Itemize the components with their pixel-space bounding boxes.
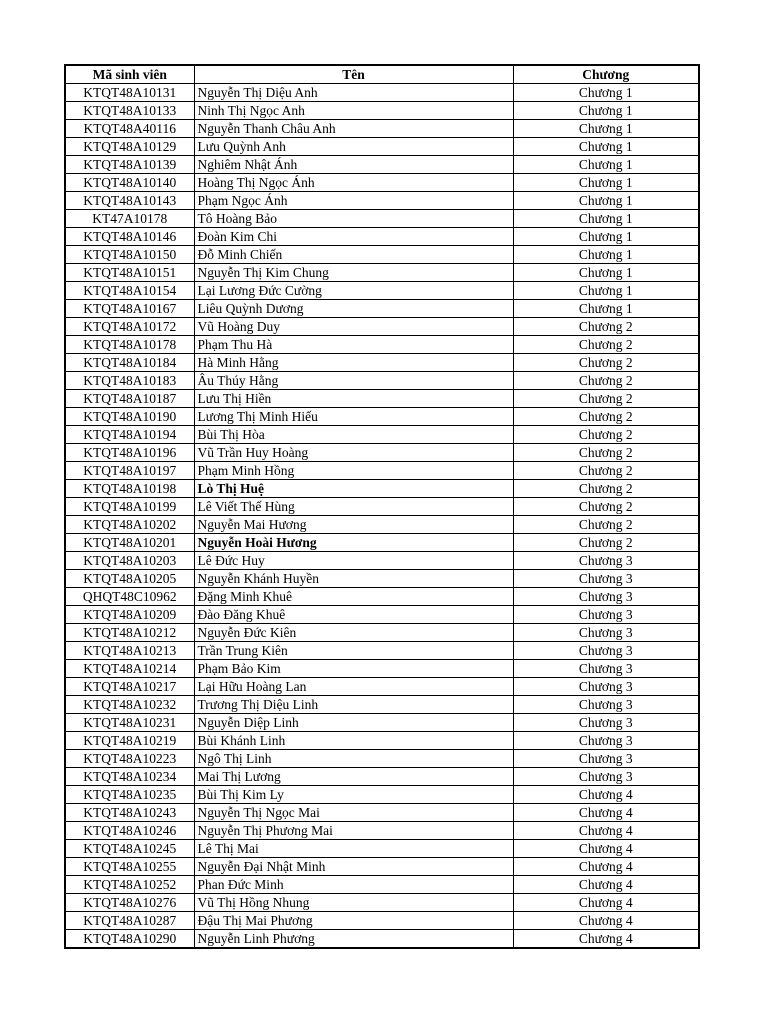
student-id-cell: KTQT48A10217 [65,678,194,696]
student-name-cell: Tô Hoàng Bảo [194,210,513,228]
student-id-cell: KTQT48A10198 [65,480,194,498]
student-id-cell: KTQT48A10150 [65,246,194,264]
table-row [65,444,699,462]
table-row [65,606,699,624]
chapter-cell: Chương 1 [513,228,699,246]
student-name-cell: Nguyễn Đại Nhật Minh [194,858,513,876]
student-id-cell: KTQT48A10151 [65,264,194,282]
table-row [65,588,699,606]
student-id-cell: KTQT48A10131 [65,84,194,102]
student-name-cell: Ninh Thị Ngọc Anh [194,102,513,120]
student-name-cell: Nguyễn Mai Hương [194,516,513,534]
chapter-cell: Chương 2 [513,390,699,408]
student-id-cell: KTQT48A10205 [65,570,194,588]
table-row [65,84,699,102]
table-row [65,336,699,354]
student-name-cell: Lưu Thị Hiền [194,390,513,408]
table-row [65,102,699,120]
chapter-cell: Chương 2 [513,336,699,354]
table-row [65,174,699,192]
student-name-cell: Phan Đức Minh [194,876,513,894]
student-name-cell: Vũ Trần Huy Hoàng [194,444,513,462]
student-name-cell: Vũ Hoàng Duy [194,318,513,336]
student-id-cell: KTQT48A10143 [65,192,194,210]
student-name-cell: Hà Minh Hằng [194,354,513,372]
student-id-cell: KTQT48A10202 [65,516,194,534]
student-id-cell: KTQT48A10290 [65,930,194,949]
table-row [65,786,699,804]
student-name-cell: Đào Đăng Khuê [194,606,513,624]
table-row [65,552,699,570]
table-row [65,246,699,264]
chapter-cell: Chương 3 [513,642,699,660]
student-name-cell: Bùi Thị Hòa [194,426,513,444]
table-row [65,678,699,696]
student-name-cell: Nguyễn Thị Diệu Anh [194,84,513,102]
chapter-cell: Chương 1 [513,156,699,174]
table-row [65,876,699,894]
chapter-cell: Chương 3 [513,678,699,696]
student-id-cell: QHQT48C10962 [65,588,194,606]
student-id-cell: KTQT48A10184 [65,354,194,372]
student-name-cell: Hoàng Thị Ngọc Ánh [194,174,513,192]
table-row [65,894,699,912]
table-row [65,264,699,282]
student-name-cell: Ngô Thị Linh [194,750,513,768]
table-row [65,570,699,588]
chapter-cell: Chương 4 [513,840,699,858]
chapter-cell: Chương 1 [513,282,699,300]
table-row [65,372,699,390]
chapter-cell: Chương 3 [513,768,699,786]
table-row [65,714,699,732]
chapter-cell: Chương 1 [513,102,699,120]
table-row [65,156,699,174]
student-id-cell: KTQT48A10133 [65,102,194,120]
student-id-cell: KTQT48A10199 [65,498,194,516]
student-id-cell: KTQT48A10197 [65,462,194,480]
student-name-cell: Phạm Thu Hà [194,336,513,354]
chapter-cell: Chương 3 [513,606,699,624]
student-id-cell: KTQT48A10190 [65,408,194,426]
table-row [65,750,699,768]
chapter-cell: Chương 3 [513,660,699,678]
table-row [65,300,699,318]
header-chapter: Chương [513,65,699,84]
student-id-cell: KTQT48A10287 [65,912,194,930]
chapter-cell: Chương 2 [513,444,699,462]
header-row [65,65,699,84]
chapter-cell: Chương 3 [513,750,699,768]
chapter-cell: Chương 1 [513,192,699,210]
student-id-cell: KTQT48A10129 [65,138,194,156]
student-id-cell: KTQT48A10235 [65,786,194,804]
student-id-cell: KTQT48A10223 [65,750,194,768]
chapter-cell: Chương 1 [513,264,699,282]
student-id-cell: KTQT48A10243 [65,804,194,822]
chapter-cell: Chương 2 [513,498,699,516]
student-id-cell: KTQT48A10167 [65,300,194,318]
chapter-cell: Chương 3 [513,588,699,606]
student-id-cell: KTQT48A10201 [65,534,194,552]
table-row [65,732,699,750]
header-name: Tên [194,65,513,84]
table-row [65,354,699,372]
student-name-cell: Vũ Thị Hồng Nhung [194,894,513,912]
student-name-cell: Lại Hữu Hoàng Lan [194,678,513,696]
student-id-cell: KTQT48A10212 [65,624,194,642]
student-id-cell: KTQT48A10214 [65,660,194,678]
chapter-cell: Chương 4 [513,912,699,930]
table-body [65,84,699,949]
student-name-cell: Trần Trung Kiên [194,642,513,660]
student-id-cell: KTQT48A10219 [65,732,194,750]
table-row [65,642,699,660]
table-row [65,930,699,949]
student-id-cell: KTQT48A10187 [65,390,194,408]
student-name-cell: Liêu Quỳnh Dương [194,300,513,318]
student-name-cell: Nguyễn Diệp Linh [194,714,513,732]
chapter-cell: Chương 2 [513,426,699,444]
table-row [65,912,699,930]
table-row [65,498,699,516]
student-id-cell: KTQT48A10246 [65,822,194,840]
chapter-cell: Chương 2 [513,318,699,336]
student-name-cell: Mai Thị Lương [194,768,513,786]
student-id-cell: KTQT48A10252 [65,876,194,894]
table-row [65,696,699,714]
student-name-cell: Phạm Ngọc Ánh [194,192,513,210]
student-name-cell: Đỗ Minh Chiến [194,246,513,264]
chapter-cell: Chương 2 [513,372,699,390]
chapter-cell: Chương 4 [513,804,699,822]
student-chapter-sheet [64,64,698,949]
student-id-cell: KTQT48A10213 [65,642,194,660]
student-id-cell: KTQT48A10154 [65,282,194,300]
table-row [65,138,699,156]
chapter-cell: Chương 3 [513,696,699,714]
chapter-cell: Chương 4 [513,876,699,894]
student-name-cell: Lưu Quỳnh Anh [194,138,513,156]
table-row [65,822,699,840]
student-name-cell: Âu Thúy Hằng [194,372,513,390]
student-name-cell: Nguyễn Khánh Huyền [194,570,513,588]
student-name-cell: Trương Thị Diệu Linh [194,696,513,714]
table-row [65,120,699,138]
student-id-cell: KTQT48A10178 [65,336,194,354]
table-row [65,210,699,228]
student-id-cell: KTQT48A10140 [65,174,194,192]
student-id-cell: KTQT48A10245 [65,840,194,858]
student-name-cell: Lương Thị Minh Hiếu [194,408,513,426]
student-name-cell: Đặng Minh Khuê [194,588,513,606]
header-student-id: Mã sinh viên [65,65,194,84]
student-name-cell: Phạm Bảo Kim [194,660,513,678]
chapter-cell: Chương 2 [513,408,699,426]
table-row [65,462,699,480]
table-row [65,408,699,426]
chapter-cell: Chương 2 [513,534,699,552]
table-row [65,534,699,552]
table-header [65,65,699,84]
student-name-cell: Bùi Khánh Linh [194,732,513,750]
student-id-cell: KTQT48A10203 [65,552,194,570]
student-name-cell: Nguyễn Thị Ngọc Mai [194,804,513,822]
table-row [65,426,699,444]
student-name-cell: Nguyễn Linh Phương [194,930,513,949]
chapter-cell: Chương 2 [513,354,699,372]
chapter-cell: Chương 3 [513,714,699,732]
table-row [65,858,699,876]
table-row [65,840,699,858]
chapter-cell: Chương 2 [513,462,699,480]
chapter-cell: Chương 2 [513,480,699,498]
student-name-cell: Nguyễn Đức Kiên [194,624,513,642]
student-name-cell: Lò Thị Huệ [194,480,513,498]
student-id-cell: KTQT48A10234 [65,768,194,786]
student-name-cell: Lê Viết Thế Hùng [194,498,513,516]
student-name-cell: Phạm Minh Hồng [194,462,513,480]
table-row [65,390,699,408]
table-row [65,660,699,678]
chapter-cell: Chương 4 [513,822,699,840]
table-row [65,804,699,822]
student-name-cell: Lê Thị Mai [194,840,513,858]
chapter-cell: Chương 1 [513,210,699,228]
student-id-cell: KTQT48A10172 [65,318,194,336]
student-id-cell: KTQT48A40116 [65,120,194,138]
table-row [65,192,699,210]
student-name-cell: Lê Đức Huy [194,552,513,570]
chapter-cell: Chương 3 [513,552,699,570]
chapter-cell: Chương 2 [513,516,699,534]
chapter-cell: Chương 1 [513,300,699,318]
chapter-cell: Chương 3 [513,570,699,588]
chapter-cell: Chương 4 [513,858,699,876]
chapter-cell: Chương 1 [513,138,699,156]
student-id-cell: KTQT48A10276 [65,894,194,912]
student-id-cell: KTQT48A10231 [65,714,194,732]
chapter-cell: Chương 3 [513,624,699,642]
table-row [65,768,699,786]
student-name-cell: Nguyễn Hoài Hương [194,534,513,552]
student-name-cell: Nguyễn Thanh Châu Anh [194,120,513,138]
student-name-cell: Nghiêm Nhật Ánh [194,156,513,174]
student-id-cell: KTQT48A10146 [65,228,194,246]
chapter-cell: Chương 1 [513,246,699,264]
student-id-cell: KTQT48A10255 [65,858,194,876]
table-row [65,318,699,336]
chapter-cell: Chương 3 [513,732,699,750]
student-name-cell: Bùi Thị Kim Ly [194,786,513,804]
student-id-cell: KT47A10178 [65,210,194,228]
student-id-cell: KTQT48A10232 [65,696,194,714]
student-name-cell: Nguyễn Thị Phương Mai [194,822,513,840]
table-row [65,228,699,246]
chapter-cell: Chương 1 [513,84,699,102]
student-name-cell: Đậu Thị Mai Phương [194,912,513,930]
student-chapter-table [64,64,700,949]
student-name-cell: Lại Lương Đức Cường [194,282,513,300]
student-id-cell: KTQT48A10139 [65,156,194,174]
student-id-cell: KTQT48A10194 [65,426,194,444]
table-row [65,516,699,534]
student-name-cell: Nguyễn Thị Kim Chung [194,264,513,282]
chapter-cell: Chương 4 [513,786,699,804]
chapter-cell: Chương 4 [513,930,699,949]
student-id-cell: KTQT48A10183 [65,372,194,390]
student-id-cell: KTQT48A10209 [65,606,194,624]
student-id-cell: KTQT48A10196 [65,444,194,462]
table-row [65,624,699,642]
table-row [65,480,699,498]
chapter-cell: Chương 4 [513,894,699,912]
chapter-cell: Chương 1 [513,120,699,138]
chapter-cell: Chương 1 [513,174,699,192]
student-name-cell: Đoàn Kim Chi [194,228,513,246]
table-row [65,282,699,300]
